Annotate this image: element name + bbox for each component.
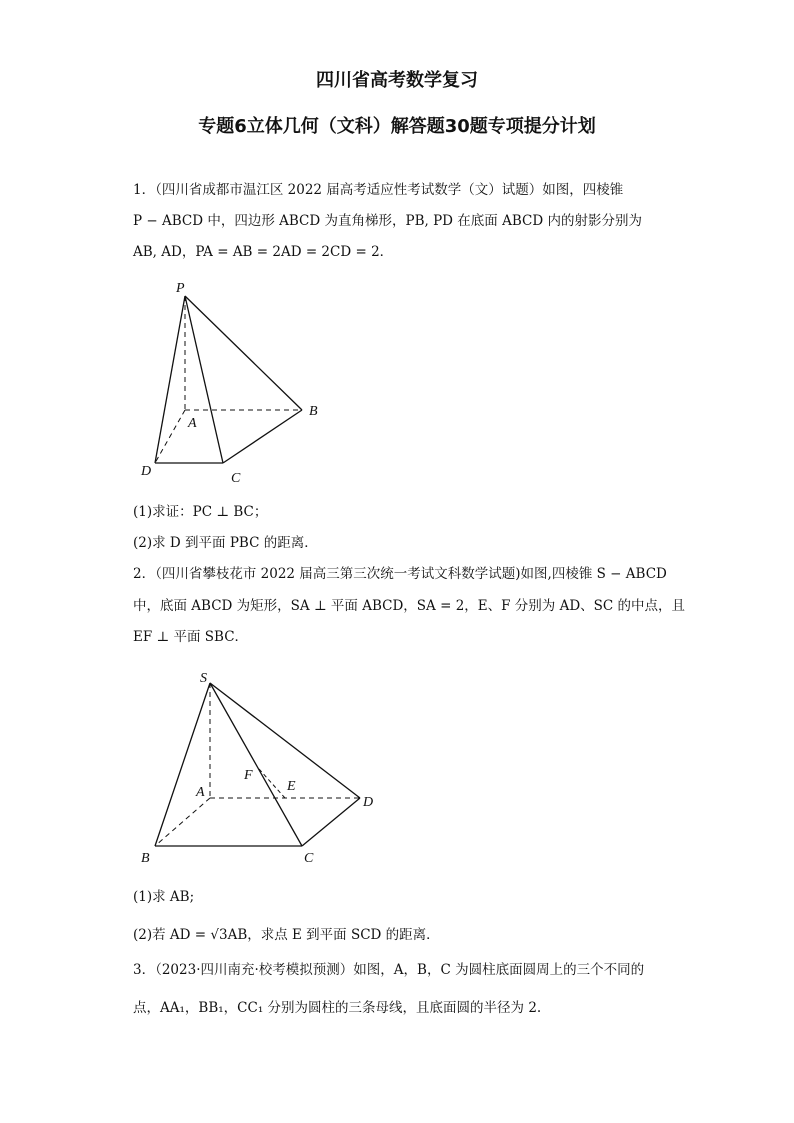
problem-1-line-2: P − ABCD 中，四边形 ABCD 为直角梯形，PB, PD 在底面 ABCD 内的射影分别为 (133, 213, 642, 229)
problem-2-question-2: (2)若 AD = √3AB，求点 E 到平面 SCD 的距离． (133, 927, 440, 943)
label-A: A (188, 416, 197, 431)
label-C: C (304, 851, 314, 866)
problem-1-number: 1． (133, 182, 156, 198)
problem-1-question-1: (1)求证：PC ⊥ BC； (133, 504, 268, 520)
problem-3-line-1 (133, 960, 644, 980)
problem-2-text-1: （四川省攀枝花市 2022 届高三第三次统一考试文科数学试题)如图,四棱锥 S − ABCD (155, 566, 667, 582)
problem-3-text-1: （2023·四川南充·校考模拟预测）如图，A，B，C 为圆柱底面圆周上的三个不同的 (155, 962, 645, 978)
figure-1-pyramid (130, 275, 330, 490)
problem-2-line-1 (133, 564, 667, 584)
label-C: C (231, 471, 241, 486)
problem-2-line-2: 中，底面 ABCD 为矩形，SA ⊥ 平面 ABCD，SA = 2，E、F 分别为 AD、SC 的中点，且 (133, 598, 686, 614)
edge-PC (185, 296, 223, 463)
label-B: B (141, 851, 150, 866)
problem-3-line-2: 点，AA₁，BB₁，CC₁ 分别为圆柱的三条母线，且底面圆的半径为 2. (133, 1000, 542, 1016)
problem-1-line-1 (133, 180, 623, 200)
problem-2-line-3: EF ⊥ 平面 SBC． (133, 629, 249, 645)
label-A: A (196, 785, 205, 800)
document-subtitle: 专题6立体几何（文科）解答题30题专项提分计划 (198, 116, 596, 137)
problem-2-question-1: (1)求 AB; (133, 889, 195, 905)
label-F: F (244, 768, 253, 783)
document-title: 四川省高考数学复习 (316, 70, 478, 91)
problem-1-question-2: (2)求 D 到平面 PBC 的距离． (133, 535, 318, 551)
edge-CB (223, 410, 302, 463)
label-B: B (309, 404, 318, 419)
problem-1-text-1: （四川省成都市温江区 2022 届高考适应性考试数学（文）试题）如图，四棱锥 (155, 182, 624, 198)
edge-PB (185, 296, 302, 410)
problem-3-number: 3． (133, 962, 156, 978)
label-D: D (363, 795, 374, 810)
label-P: P (176, 281, 185, 296)
label-E: E (287, 779, 296, 794)
edge-SD (210, 683, 360, 798)
figure-2-pyramid (135, 665, 380, 870)
problem-1-line-3: AB, AD，PA = AB = 2AD = 2CD = 2． (133, 244, 394, 260)
label-D: D (141, 464, 152, 479)
label-S: S (200, 671, 207, 686)
edge-CD (302, 798, 360, 846)
problem-2-number: 2． (133, 566, 156, 582)
edge-PD (155, 296, 185, 463)
edge-SC (210, 683, 302, 846)
